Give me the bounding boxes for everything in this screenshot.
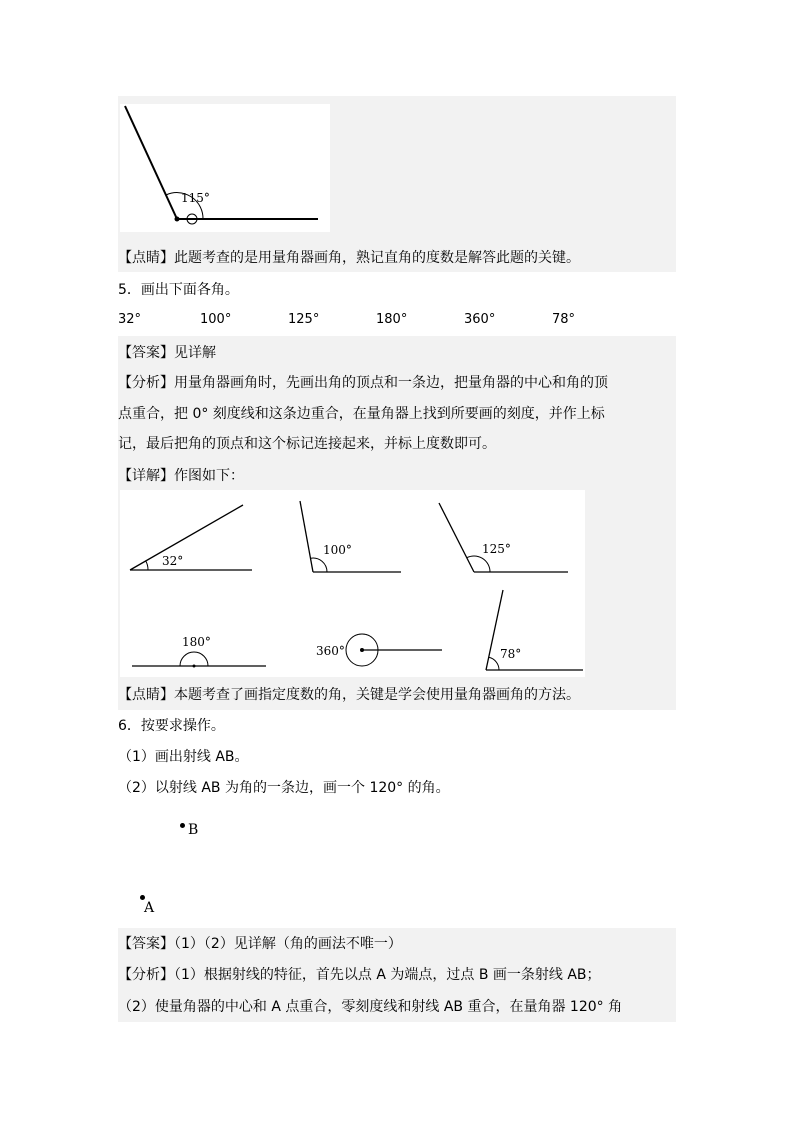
label-78: 78° <box>500 647 522 661</box>
analysis-6-line-2: （2）使量角器的中心和 A 点重合，零刻度线和射线 AB 重合，在量角器 120° 角 <box>118 999 623 1015</box>
dianjing-2: 【点睛】本题考查了画指定度数的角，关键是学会使用量角器画角的方法。 <box>118 687 580 703</box>
degree-180: 180° <box>376 312 408 327</box>
question-6-part-1: （1）画出射线 AB。 <box>118 749 249 765</box>
point-a-label: A <box>144 900 155 916</box>
analysis-5-line-2: 点重合，把 0° 刻度线和这条边重合，在量角器上找到所要画的刻度，并作上标 <box>118 406 605 422</box>
point-b-dot <box>180 823 185 828</box>
figure-115-svg <box>120 104 330 232</box>
degree-78: 78° <box>552 312 576 327</box>
answer-6: 【答案】（1）（2）见详解（角的画法不唯一） <box>118 936 402 952</box>
figure-six-angles-svg <box>120 490 585 677</box>
question-6-part-2: （2）以射线 AB 为角的一条边，画一个 120° 的角。 <box>118 780 450 796</box>
degree-100: 100° <box>200 312 232 327</box>
degree-32: 32° <box>118 312 142 327</box>
point-b-label: B <box>188 822 199 838</box>
degree-125: 125° <box>288 312 320 327</box>
label-115: 115° <box>181 191 210 205</box>
detail-5: 【详解】作图如下： <box>118 468 244 484</box>
figure-115-angle <box>120 104 330 232</box>
analysis-5-line-1: 【分析】用量角器画角时，先画出角的顶点和一条边，把量角器的中心和角的顶 <box>118 375 608 391</box>
label-125: 125° <box>482 542 511 556</box>
label-100: 100° <box>323 543 352 557</box>
question-6-title: 6．按要求操作。 <box>118 718 225 734</box>
dianjing-1: 【点睛】此题考查的是用量角器画角，熟记直角的度数是解答此题的关键。 <box>118 250 580 266</box>
label-180: 180° <box>182 635 211 649</box>
question-5-title: 5．画出下面各角。 <box>118 282 239 298</box>
analysis-6-line-1: 【分析】（1）根据射线的特征，首先以点 A 为端点，过点 B 画一条射线 AB； <box>118 967 601 983</box>
analysis-5-line-3: 记，最后把角的顶点和这个标记连接起来，并标上度数即可。 <box>118 436 496 452</box>
figure-six-angles <box>120 490 585 677</box>
degree-360: 360° <box>464 312 496 327</box>
answer-5: 【答案】见详解 <box>118 345 216 361</box>
label-360: 360° <box>316 644 345 658</box>
label-32: 32° <box>162 554 184 568</box>
